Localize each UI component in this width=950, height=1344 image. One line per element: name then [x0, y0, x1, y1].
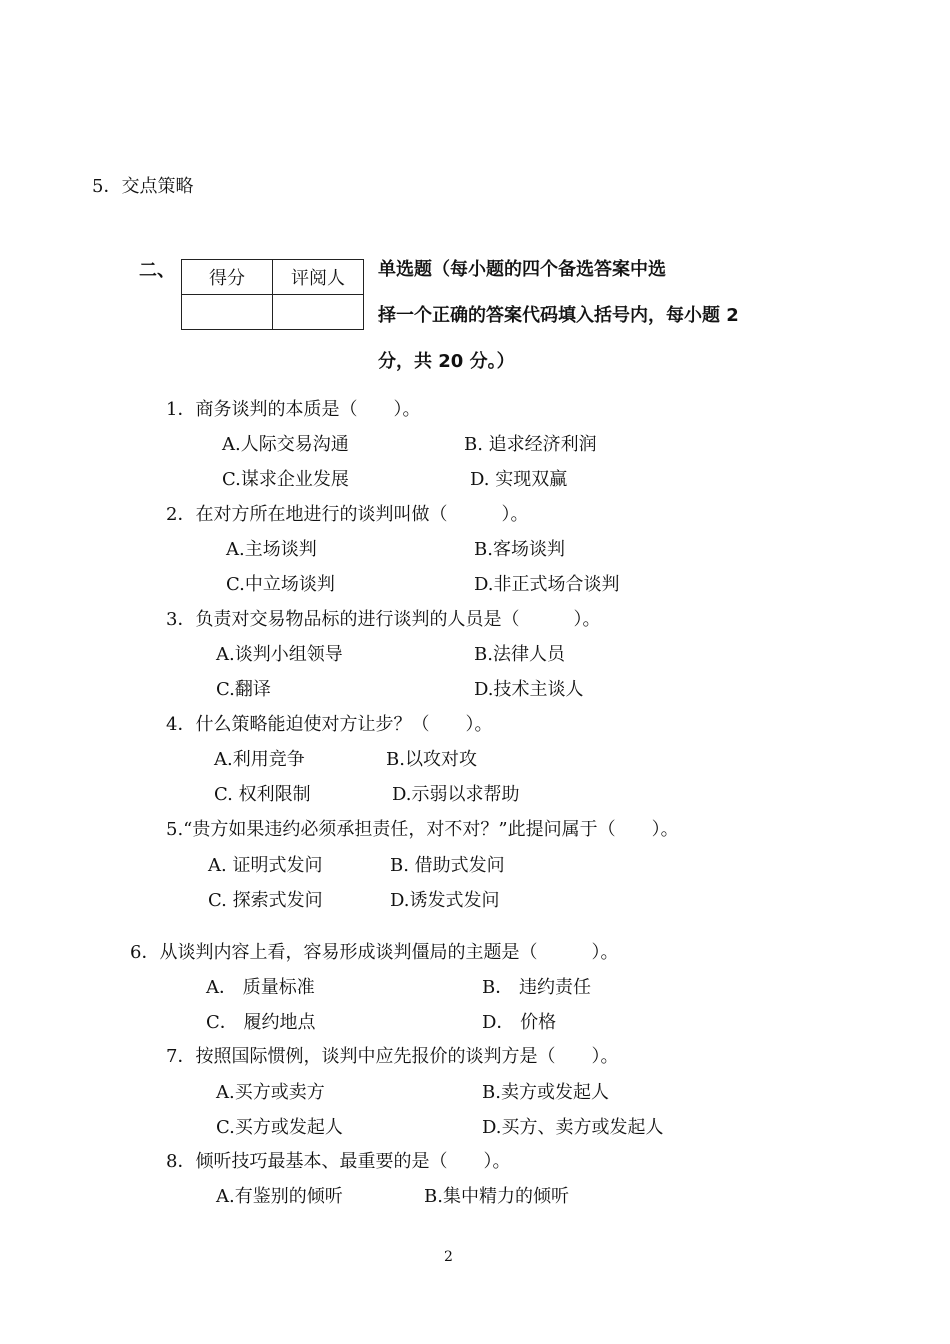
question-2-option-c: C.中立场谈判 — [226, 574, 335, 595]
question-3-stem: 3．负责对交易物品标的进行谈判的人员是（ ）。 — [166, 609, 601, 630]
score-header-points: 得分 — [182, 260, 273, 295]
question-2-option-d: D.非正式场合谈判 — [474, 574, 620, 595]
question-2-stem: 2．在对方所在地进行的谈判叫做（ ）。 — [166, 504, 529, 525]
question-2-option-b: B.客场谈判 — [474, 539, 565, 560]
question-7-option-a: A.买方或卖方 — [216, 1082, 325, 1103]
question-3-option-b: B.法律人员 — [474, 644, 565, 665]
instruction-line-1: 单选题（每小题的四个备选答案中选 — [378, 259, 666, 280]
question-4-stem: 4．什么策略能迫使对方让步？（ ）。 — [166, 714, 493, 735]
question-1-option-c: C.谋求企业发展 — [222, 469, 349, 490]
question-8-option-b: B.集中精力的倾听 — [424, 1186, 569, 1207]
page-number: 2 — [444, 1249, 453, 1265]
score-cell-points — [182, 295, 273, 330]
question-5-option-b: B. 借助式发问 — [390, 855, 505, 876]
score-cell-reviewer — [273, 295, 364, 330]
question-5-option-c: C. 探索式发问 — [208, 890, 323, 911]
question-8-stem: 8．倾听技巧最基本、最重要的是（ ）。 — [166, 1151, 511, 1172]
question-6-stem: 6．从谈判内容上看，容易形成谈判僵局的主题是（ ）。 — [130, 942, 619, 963]
question-7-option-b: B.卖方或发起人 — [482, 1082, 609, 1103]
question-6-option-a: A． 质量标准 — [206, 977, 315, 998]
question-1-stem: 1．商务谈判的本质是（ ）。 — [166, 399, 421, 420]
question-7-stem: 7．按照国际惯例，谈判中应先报价的谈判方是（ ）。 — [166, 1046, 619, 1067]
question-8-option-a: A.有鉴别的倾听 — [216, 1186, 343, 1207]
question-3-option-d: D.技术主谈人 — [474, 679, 584, 700]
question-7-option-c: C.买方或发起人 — [216, 1117, 343, 1138]
section-number: 二、 — [139, 260, 175, 281]
question-6-option-c: C． 履约地点 — [206, 1012, 316, 1033]
question-1-option-a: A.人际交易沟通 — [222, 434, 349, 455]
question-1-option-d: D. 实现双赢 — [470, 469, 568, 490]
question-4-option-b: B.以攻对攻 — [386, 749, 477, 770]
question-4-option-a: A.利用竞争 — [214, 749, 305, 770]
score-header-reviewer: 评阅人 — [273, 260, 364, 295]
question-5-option-d: D.诱发式发问 — [390, 890, 500, 911]
question-7-option-d: D.买方、卖方或发起人 — [482, 1117, 664, 1138]
instruction-line-2: 择一个正确的答案代码填入括号内，每小题 2 — [378, 305, 739, 326]
question-5-option-a: A. 证明式发问 — [208, 855, 323, 876]
top-item: 5．交点策略 — [92, 176, 194, 197]
question-4-option-d: D.示弱以求帮助 — [392, 784, 520, 805]
instruction-line-3: 分，共 20 分。） — [378, 351, 515, 372]
question-3-option-a: A.谈判小组领导 — [216, 644, 343, 665]
question-5-stem: 5.“贵方如果违约必须承担责任，对不对？”此提问属于（ ）。 — [166, 819, 679, 840]
question-6-option-d: D． 价格 — [482, 1012, 557, 1033]
question-4-option-c: C. 权利限制 — [214, 784, 311, 805]
question-2-option-a: A.主场谈判 — [226, 539, 317, 560]
score-table — [181, 259, 364, 330]
question-3-option-c: C.翻译 — [216, 679, 271, 700]
question-1-option-b: B. 追求经济利润 — [464, 434, 597, 455]
question-6-option-b: B． 违约责任 — [482, 977, 591, 998]
